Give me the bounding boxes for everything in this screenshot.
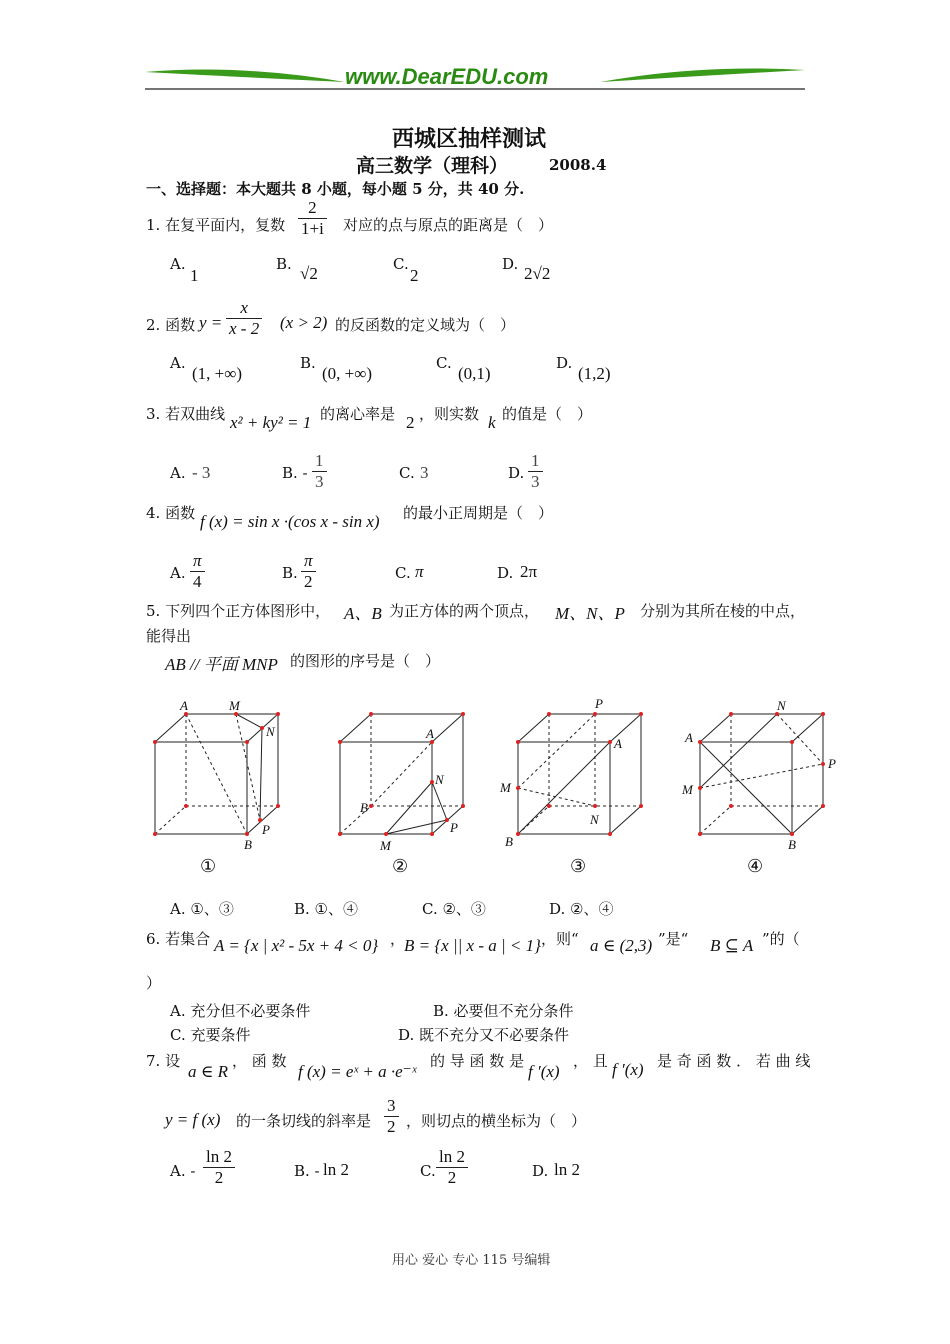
q7-frac-num: 3 bbox=[384, 1096, 399, 1117]
q3-prefix: 3. 若双曲线 bbox=[146, 405, 226, 423]
q4-opt-d-label: D. bbox=[497, 564, 514, 582]
q7-c-den: 2 bbox=[447, 1168, 457, 1188]
q3-suffix: 的值是（ ） bbox=[502, 405, 593, 423]
q2-fraction bbox=[226, 298, 262, 340]
q5-line3a: AB // 平面 MNP bbox=[165, 655, 278, 674]
q7-p3: 的 导 函 数 是 bbox=[430, 1052, 525, 1070]
q3-opt-b-frac bbox=[312, 451, 327, 493]
fig3-label-m: M bbox=[500, 780, 511, 795]
q1-frac-num: 2 bbox=[298, 198, 327, 219]
q7-f: f (x) = eˣ + a ·e⁻ˣ bbox=[298, 1062, 417, 1081]
q2-frac-num: x bbox=[226, 298, 262, 319]
q7-fraction bbox=[384, 1096, 399, 1138]
q3-eq: x² + ky² = 1 bbox=[230, 413, 312, 432]
logo-text[interactable]: www.DearEDU.com bbox=[345, 64, 549, 89]
q3-val: 2 bbox=[406, 413, 415, 432]
fig2-label-a: A bbox=[426, 726, 434, 741]
q1-frac-den: 1+i bbox=[301, 219, 324, 239]
page-title: 西城区抽样测试 bbox=[392, 126, 547, 152]
q1-opt-c-label: C. bbox=[393, 255, 409, 273]
q4-prefix: 4. 函数 bbox=[146, 504, 196, 522]
q1-opt-d: 2√2 bbox=[524, 264, 551, 283]
q7-opt-b-label: B. - bbox=[294, 1162, 320, 1180]
q5-ab: A、B bbox=[344, 604, 382, 623]
q6-setA: A = {x | x² - 5x + 4 < 0} bbox=[214, 936, 379, 955]
q7-c-num: ln 2 bbox=[436, 1147, 468, 1168]
q5-line1c: 分别为其所在棱的中点， bbox=[640, 602, 806, 620]
q1-opt-b: √2 bbox=[300, 264, 318, 283]
fig1-label-n: N bbox=[266, 724, 275, 739]
q7-line2a: y = f (x) bbox=[165, 1110, 221, 1129]
fig4-label-m: M bbox=[682, 782, 693, 797]
fig2-label-m: M bbox=[380, 838, 391, 853]
q7-frac-den: 2 bbox=[387, 1117, 396, 1137]
q5-mnp: M、N、P bbox=[555, 604, 625, 623]
q4-b-den: 2 bbox=[304, 572, 313, 592]
q4-opt-b-frac bbox=[301, 551, 316, 593]
fig4-label-b: B bbox=[788, 837, 796, 852]
q6-mid: ，则“ bbox=[541, 930, 579, 948]
q7-opt-b: ln 2 bbox=[323, 1160, 349, 1179]
fig4-label-a: A bbox=[685, 730, 693, 745]
page-subtitle: 高三数学（理科） bbox=[356, 155, 509, 177]
fig2-label-p: P bbox=[450, 820, 458, 835]
q2-y: y = bbox=[199, 313, 223, 332]
fig1-label-p: P bbox=[262, 822, 270, 837]
cube-figure-1 bbox=[155, 714, 278, 834]
q3-mid: 的离心率是 bbox=[320, 405, 396, 423]
q7-line2b: 的一条切线的斜率是 bbox=[236, 1112, 372, 1130]
q3-d-den: 3 bbox=[531, 472, 540, 492]
q6-suffix: ”的（ bbox=[762, 930, 800, 948]
q2-opt-c-label: C. bbox=[436, 354, 452, 372]
q3-mid2: ，则实数 bbox=[419, 405, 480, 423]
q2-opt-d: (1,2) bbox=[578, 364, 611, 383]
q3-b-num: 1 bbox=[312, 451, 327, 472]
q5-opt-a: A. ①、③ bbox=[170, 900, 234, 918]
cube-figure-2 bbox=[340, 714, 463, 834]
q5-line2: 能得出 bbox=[146, 627, 192, 645]
q5-opt-c: C. ②、③ bbox=[422, 900, 486, 918]
q2-prefix: 2. 函数 bbox=[146, 316, 196, 334]
fig4-label-n: N bbox=[777, 698, 786, 713]
q1-suffix: 对应的点与原点的距离是（ ） bbox=[343, 216, 554, 234]
fig2-label-n: N bbox=[435, 772, 444, 787]
q7-p2: ， 函 数 bbox=[232, 1052, 287, 1070]
q1-opt-b-label: B. bbox=[276, 255, 292, 273]
q7-fp: f ′(x) bbox=[528, 1062, 560, 1081]
q2-frac-den: x - 2 bbox=[229, 319, 260, 339]
q1-opt-c: 2 bbox=[410, 266, 419, 285]
q1-opt-a-label: A. bbox=[170, 255, 186, 273]
q4-opt-c-label: C. bbox=[395, 564, 411, 582]
q5-line1a: 5. 下列四个正方体图形中， bbox=[146, 602, 331, 620]
q6-mid2: ”是“ bbox=[658, 930, 689, 948]
q4-b-num: π bbox=[301, 551, 316, 572]
fig3-label-a: A bbox=[614, 736, 622, 751]
q7-a-num: ln 2 bbox=[203, 1147, 235, 1168]
fig3-label-n: N bbox=[590, 812, 599, 827]
q6-setB: B = {x || x - a | < 1} bbox=[404, 936, 541, 955]
q2-opt-c: (0,1) bbox=[458, 364, 491, 383]
q3-opt-a: - 3 bbox=[192, 463, 211, 482]
q3-opt-a-label: A. bbox=[170, 464, 186, 482]
q5-line3b: 的图形的序号是（ ） bbox=[290, 652, 441, 670]
q3-opt-d-label: D. bbox=[508, 464, 525, 482]
q4-opt-d: 2π bbox=[520, 562, 538, 581]
q2-cond: (x > 2) bbox=[280, 313, 328, 332]
fig1-label-m: M bbox=[229, 698, 240, 713]
q4-opt-a-label: A. bbox=[170, 564, 186, 582]
q6-cond1: a ∈ (2,3) bbox=[590, 936, 653, 955]
q4-opt-c: π bbox=[415, 562, 424, 581]
fig2-label-b: B bbox=[360, 800, 368, 815]
q7-aR: a ∈ R bbox=[188, 1062, 228, 1081]
q2-opt-b: (0, +∞) bbox=[322, 364, 373, 383]
q4-suffix: 的最小正周期是（ ） bbox=[403, 504, 554, 522]
q1-fraction bbox=[298, 198, 327, 240]
q6-opt-c: C. 充要条件 bbox=[170, 1026, 251, 1044]
q7-opt-c-label: C. bbox=[420, 1162, 436, 1180]
q4-opt-a-frac bbox=[190, 551, 205, 593]
q7-opt-c-frac bbox=[436, 1147, 468, 1189]
fig-num-4: ④ bbox=[747, 856, 764, 877]
q7-a-den: 2 bbox=[214, 1168, 224, 1188]
q5-opt-d: D. ②、④ bbox=[549, 900, 614, 918]
q3-opt-d-frac bbox=[528, 451, 543, 493]
fig4-label-p: P bbox=[828, 756, 836, 771]
q3-opt-b-label: B. - bbox=[282, 464, 308, 482]
q6-prefix: 6. 若集合 bbox=[146, 930, 211, 948]
fig-num-1: ① bbox=[200, 856, 217, 877]
q1-opt-a: 1 bbox=[190, 266, 199, 285]
q7-p1: 7. 设 bbox=[146, 1052, 181, 1070]
q2-opt-a: (1, +∞) bbox=[192, 364, 243, 383]
q6-close: ） bbox=[146, 974, 162, 992]
q7-opt-d: ln 2 bbox=[554, 1160, 580, 1179]
q6-comma: ， bbox=[390, 930, 406, 948]
q5-line1b: 为正方体的两个顶点， bbox=[389, 602, 540, 620]
q2-opt-d-label: D. bbox=[556, 354, 573, 372]
fig-num-2: ② bbox=[392, 856, 409, 877]
q4-a-den: 4 bbox=[193, 572, 202, 592]
exam-date: 2008.4 bbox=[549, 156, 607, 174]
fig1-label-a: A bbox=[180, 698, 188, 713]
section-heading: 一、选择题：本大题共 8 小题，每小题 5 分，共 40 分. bbox=[146, 180, 525, 198]
q7-opt-a-frac bbox=[203, 1147, 235, 1189]
q7-line2c: ，则切点的横坐标为（ ） bbox=[406, 1112, 587, 1130]
q7-opt-a-label: A. - bbox=[170, 1162, 196, 1180]
cube-figure-4 bbox=[700, 714, 823, 834]
cube-figure-3 bbox=[518, 714, 641, 834]
fig3-label-p: P bbox=[595, 696, 603, 711]
fig1-label-b: B bbox=[244, 837, 252, 852]
q6-opt-d: D. 既不充分又不必要条件 bbox=[398, 1026, 570, 1044]
q6-opt-a: A. 充分但不必要条件 bbox=[170, 1002, 311, 1020]
q7-p4: ， 且 bbox=[573, 1052, 608, 1070]
q6-cond2: B ⊆ A bbox=[710, 936, 754, 955]
q2-opt-b-label: B. bbox=[300, 354, 316, 372]
q3-opt-c-label: C. bbox=[399, 464, 415, 482]
q3-d-num: 1 bbox=[528, 451, 543, 472]
q4-opt-b-label: B. bbox=[282, 564, 298, 582]
q6-opt-b: B. 必要但不充分条件 bbox=[433, 1002, 574, 1020]
q2-suffix: 的反函数的定义域为（ ） bbox=[335, 316, 516, 334]
q7-opt-d-label: D. bbox=[532, 1162, 549, 1180]
q5-opt-b: B. ①、④ bbox=[294, 900, 359, 918]
q7-fp2: f ′(x) bbox=[612, 1060, 644, 1079]
footer-note: 用心 爱心 专心 115 号编辑 bbox=[392, 1253, 551, 1268]
q3-b-den: 3 bbox=[315, 472, 324, 492]
q3-opt-c: 3 bbox=[420, 463, 429, 482]
cube-figures bbox=[140, 694, 840, 854]
fig3-label-b: B bbox=[505, 834, 513, 849]
q7-p5: 是 奇 函 数 ． 若 曲 线 bbox=[657, 1052, 811, 1070]
q4-a-num: π bbox=[190, 551, 205, 572]
q2-opt-a-label: A. bbox=[170, 354, 186, 372]
q4-eq: f (x) = sin x ·(cos x - sin x) bbox=[200, 512, 380, 531]
q3-k: k bbox=[488, 413, 496, 432]
fig-num-3: ③ bbox=[570, 856, 587, 877]
q1-prefix: 1. 在复平面内，复数 bbox=[146, 216, 286, 234]
q1-opt-d-label: D. bbox=[502, 255, 519, 273]
